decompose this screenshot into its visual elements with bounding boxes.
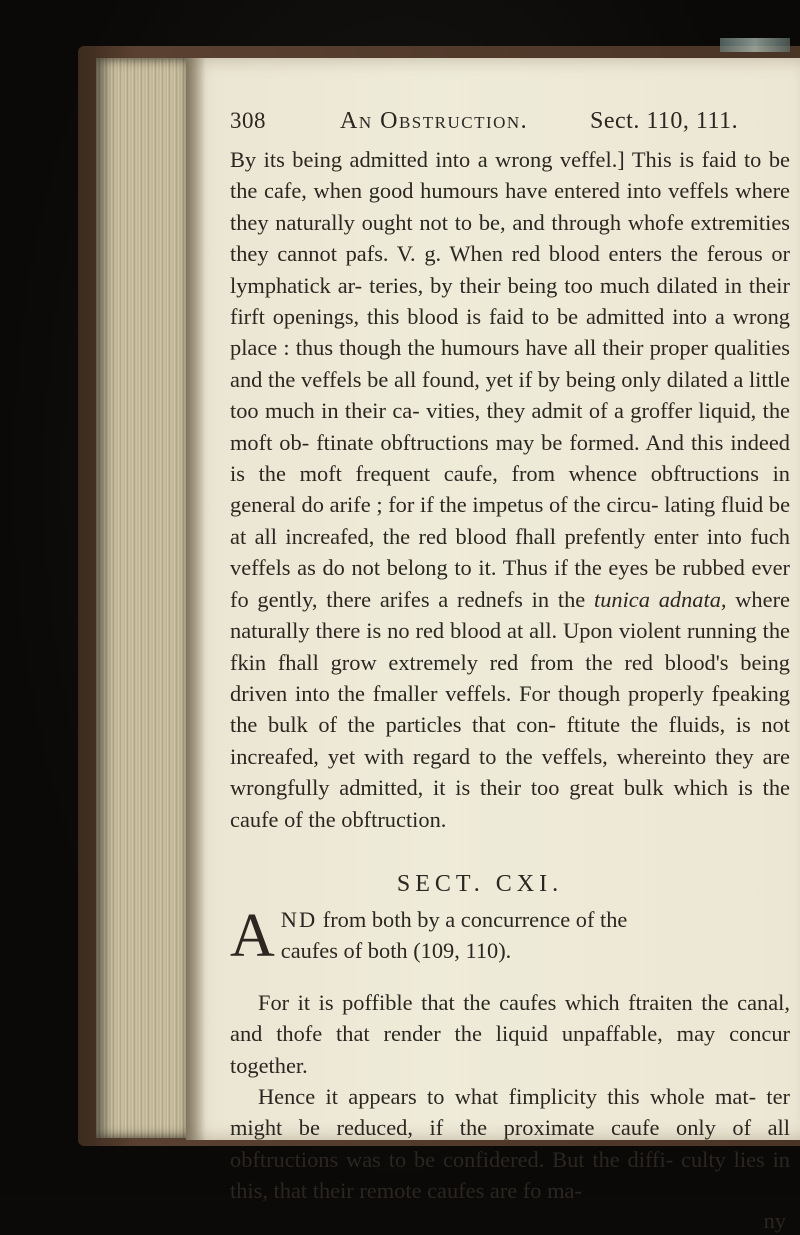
text-line: is the moft frequent caufe, from whence obftructions	[230, 461, 759, 487]
latin-term: tunica adnata,	[593, 586, 727, 612]
running-title: An Obstruction.	[340, 108, 529, 134]
text-line: the veffels, whereinto they are wrongfully admitted,	[230, 743, 790, 801]
text-line: into veffels where they naturally ought not to be, and	[230, 178, 790, 235]
gutter-shadow	[186, 58, 206, 1140]
aphorism-paragraph	[230, 901, 790, 970]
text-line: ter might be reduced, if the proximate caufe only of	[230, 1083, 790, 1141]
commentary-paragraph-2	[230, 987, 790, 1081]
text-line: arifes a rednefs in the	[379, 586, 586, 612]
text-line: culty lies in this, that their remote caufes are fo ma-	[230, 1146, 790, 1204]
text-line: obftruction.	[341, 806, 447, 832]
text-line: all obftructions was to be confidered. But the diffi-	[230, 1115, 790, 1172]
text-line: in general do arife ; for if the impetus of the circu-	[230, 461, 790, 518]
text-line: may concur together.	[230, 1021, 790, 1078]
text-line: being driven into the fmaller veffels. For though	[230, 649, 790, 706]
text-line: faid to be the cafe, when good humours have entered	[230, 147, 790, 204]
text-line: vities, they admit of a groffer liquid, the moft ob-	[230, 398, 790, 455]
text-line: wrong place : thus though the humours have all their	[230, 304, 790, 361]
text-line: openings, this blood is faid to be admitted into a	[272, 304, 725, 330]
text-line: By its being admitted into a wrong veffel.] This is	[230, 147, 695, 172]
text-line: there is no red blood at all. Upon violent running	[315, 618, 757, 644]
section-reference: Sect. 110, 111.	[590, 108, 739, 134]
text-line: properly fpeaking the bulk of the particles that con-	[230, 680, 790, 738]
aphorism-caps: ND	[280, 906, 318, 932]
text-line: it is their too great bulk which is the caufe of the	[230, 775, 790, 832]
page-edges	[96, 58, 192, 1138]
commentary-paragraph-3	[230, 1081, 790, 1207]
text-line: through whofe extremities they cannot pafs. V. g.	[230, 209, 790, 267]
text-line: ftinate obftructions may be formed. And this indeed	[316, 429, 791, 455]
commentary-paragraph	[230, 144, 790, 835]
text-line: teries, by their being too much dilated in their firft	[230, 272, 790, 330]
text-line: canal, and thofe that render the liquid unpaffable,	[230, 989, 790, 1047]
aphorism-line: from both by a concurrence of the	[322, 906, 628, 932]
text-line: Thus if the eyes be rubbed ever fo gently, there	[230, 555, 790, 612]
text-line: For it is poffible that the caufes which ftraiten the	[258, 989, 729, 1015]
running-header	[230, 104, 790, 144]
page-number: 308	[230, 108, 266, 133]
page-content	[230, 104, 790, 1235]
text-line: When red blood enters the ferous or lymphatick ar-	[230, 241, 790, 298]
text-line: ftitute the fluids, is not increafed, yet with regard to	[230, 712, 790, 769]
text-line: the fkin fhall grow extremely red from the red blood's	[230, 618, 790, 675]
text-line: lating fluid be at all increafed, the red blood fhall	[230, 492, 791, 549]
text-line: by being only dilated a little too much in their ca-	[230, 366, 790, 424]
aphorism-line: caufes of both (109, 110).	[280, 938, 512, 964]
text-line: where naturally	[230, 586, 790, 644]
catchword: ny	[763, 1207, 786, 1233]
cover-edge-decoration	[720, 38, 790, 52]
drop-cap: A	[230, 901, 275, 970]
text-line: Hence it appears to what fimplicity this whole mat-	[258, 1083, 757, 1109]
text-line: prefently enter into fuch veffels as do not belong to it.	[230, 523, 790, 581]
text-line: proper qualities and the veffels be all found, yet if	[230, 335, 790, 392]
section-heading: SECT. CXI.	[396, 870, 564, 897]
